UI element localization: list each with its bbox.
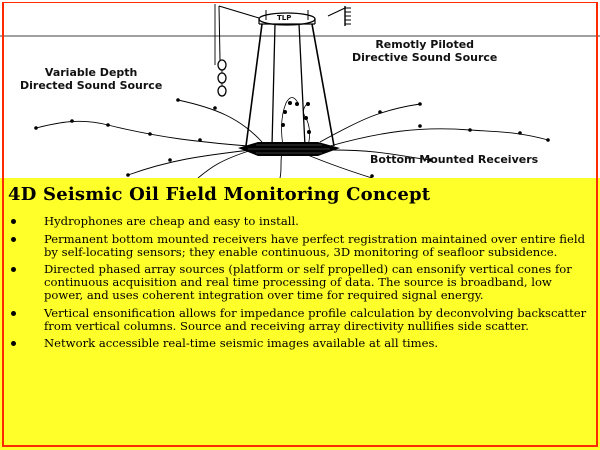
bullet-dot xyxy=(11,311,16,316)
bullet-item xyxy=(8,215,593,228)
bullet-dot xyxy=(11,237,16,242)
bullet-dot xyxy=(11,219,16,224)
variable-depth-label xyxy=(20,66,162,92)
bullet-text: Network accessible real-time seismic images available at all times. xyxy=(44,336,439,351)
sound-source-bulb xyxy=(218,73,226,83)
sound-source-bulb xyxy=(218,86,226,96)
bullet-text: Permanent bottom mounted receivers have perfect registration maintained over entire field by self-locating sensors; they enable continuous, 3D monitoring of seafloor subsidence. xyxy=(44,231,585,259)
remotely-piloted-line-1: Remotly Piloted xyxy=(375,38,475,51)
variable-depth-line-1: Variable Depth xyxy=(44,66,138,79)
receiver-cables xyxy=(36,100,548,178)
sensor-string xyxy=(281,98,311,147)
slide-title: 4D Seismic Oil Field Monitoring Concept xyxy=(8,184,431,205)
remotely-piloted-label xyxy=(352,38,497,64)
remotely-piloted-line-2: Directive Sound Source xyxy=(352,51,498,64)
bullet-item xyxy=(8,263,593,301)
variable-depth-line-2: Directed Sound Source xyxy=(20,79,163,92)
bullet-text: Vertical ensonification allows for impedance profile calculation by deconvolving backscatter from vertical columns. Source and receiving array directivity nullifies side scatter. xyxy=(44,305,587,333)
bullet-text: Directed phased array sources (platform or self propelled) can ensonify vertical cones for continuous acquisition and real time processing of data. The source is broadband, low power, and uses coherent integration over time for required signal energy. xyxy=(44,262,572,302)
bullet-list xyxy=(8,215,593,355)
sound-source-bulb xyxy=(218,60,226,70)
bottom-receivers-label: Bottom Mounted Receivers xyxy=(370,153,539,166)
bullet-item xyxy=(8,337,593,350)
bullet-dot xyxy=(11,267,16,272)
field-diagram xyxy=(0,0,600,178)
platform-label: TLP xyxy=(277,14,292,22)
bullet-dot xyxy=(11,341,16,346)
bullet-text: Hydrophones are cheap and easy to install. xyxy=(44,214,299,228)
bullet-item xyxy=(8,233,593,259)
bullet-item xyxy=(8,307,593,333)
